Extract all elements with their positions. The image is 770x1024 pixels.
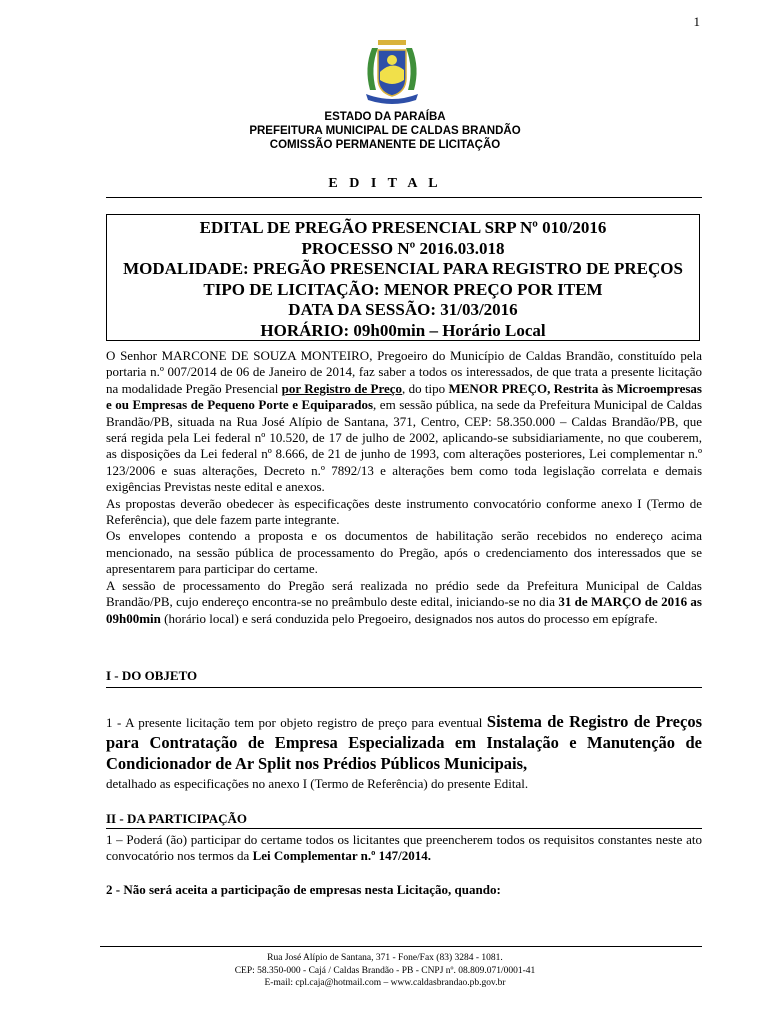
- text-span: , do tipo: [402, 380, 449, 396]
- title-box: [106, 214, 700, 341]
- municipal-crest-icon: [350, 38, 434, 108]
- footer: [0, 952, 770, 990]
- divider: [106, 828, 702, 829]
- title-line: DATA DA SESSÃO: 31/03/2016: [288, 300, 518, 319]
- text-span: 1 – Poderá (ão) participar do certame todos os licitantes que preencherem todos os requisitos constantes neste ato convocatório nos termos da: [106, 832, 702, 864]
- footer-email: E-mail: cpl.caja@hotmail.com – www.caldasbrandao.pb.gov.br: [264, 978, 506, 988]
- objeto-text: [106, 712, 702, 792]
- participation-item: [106, 832, 702, 865]
- text-span: ,: [523, 754, 528, 773]
- edital-heading: E D I T A L: [328, 176, 442, 191]
- title-line: PROCESSO Nº 2016.03.018: [301, 238, 505, 258]
- text-span: O Senhor MARCONE DE SOUZA MONTEIRO, Pregoeiro do Município de Caldas Brandão, constituído pela portaria n.º 007/2014 de 06 de Janeiro de 2014, faz saber a todos os interessados, de que trata a presente licitação na modalidade Pregão Presencial: [106, 348, 702, 396]
- participation-item: 2 - Não será aceita a participação de empresas nesta Licitação, quando:: [106, 882, 501, 897]
- intro-paragraph: As propostas deverão obedecer às especificações deste instrumento convocatório conforme anexo I (Termo de Referência), que dele fazem parte integrante.: [106, 495, 702, 528]
- intro-paragraph: [106, 578, 702, 627]
- letterhead: [0, 110, 770, 152]
- section-title-objeto: I - DO OBJETO: [106, 668, 198, 683]
- intro-text: [106, 348, 702, 627]
- footer-cep: CEP: 58.350-000 - Cajá / Caldas Brandão - PB - CNPJ nº. 08.809.071/0001-41: [234, 965, 536, 976]
- footer-address: Rua José Alípio de Santana, 371 - Fone/Fax (83) 3284 - 1081.: [267, 953, 503, 963]
- text-span: (horário local) e será conduzida pelo Pregoeiro, designados nos autos do processo em epígrafe.: [160, 610, 658, 626]
- text-span: 1 - A presente licitação tem por objeto registro de preço para eventual: [106, 715, 487, 730]
- state-name: ESTADO DA PARAÍBA: [324, 111, 446, 123]
- prefecture-name: PREFEITURA MUNICIPAL DE CALDAS BRANDÃO: [249, 125, 521, 137]
- title-line: EDITAL DE PREGÃO PRESENCIAL SRP Nº 010/2016: [199, 218, 607, 237]
- intro-paragraph: Os envelopes contendo a proposta e os documentos de habilitação serão recebidos no endereço acima mencionado, na sessão pública de processamento do Pregão, após o credenciamento dos interessados que se apresentarem para participar do certame.: [106, 528, 702, 577]
- commission-name: COMISSÃO PERMANENTE DE LICITAÇÃO: [269, 139, 501, 151]
- text-span: Lei Complementar n.º 147/2014.: [252, 848, 432, 864]
- text-span: A sessão de processamento do Pregão será realizada no prédio sede da Prefeitura Municipal de Caldas Brandão/PB, cujo endereço encontra-se no preâmbulo deste edital, iniciando-se no dia: [106, 577, 702, 610]
- page-number: 1: [693, 14, 700, 29]
- text-span: MENOR PREÇO, Restrita às Microempresas e ou Empresas de Pequeno Porte e Equiparados: [106, 380, 702, 413]
- title-line: HORÁRIO: 09h00min – Horário Local: [260, 320, 546, 340]
- text-span: por Registro de Preço: [281, 380, 403, 396]
- divider: [106, 687, 702, 688]
- text-span: , em sessão pública, na sede da Prefeitura Municipal de Caldas Brandão/PB, situada na Rua José Alípio de Santana, 371, Centro, CEP: 58.350.000 – Caldas Brandão/PB, que será regida pela Lei federal nº 10.520, de 17 de julho de 2002, aplicando-se subsidiariamente, no que couberem, as disposições da Lei federal nº 8.666, de 21 de junho de 1993, com alterações posteriores, Lei complementar n.º 123/2006 e suas alterações, Decreto n.º 7892/13 e alterações bem como toda legislação correlata e demais exigências Previstas neste edital e anexos.: [106, 397, 702, 495]
- divider: [106, 197, 702, 198]
- section-title-participacao: II - DA PARTICIPAÇÃO: [106, 811, 247, 826]
- text-span: Sistema de Registro de Preços para Contratação de Empresa Especializada em Instalação e Manutenção de Condicionador de Ar Split nos Prédios Públicos Municipais: [106, 712, 702, 773]
- intro-paragraph: [106, 348, 702, 496]
- text-span: detalhado as especificações no anexo I (Termo de Referência) do presente Edital.: [106, 776, 529, 791]
- title-line: MODALIDADE: PREGÃO PRESENCIAL PARA REGISTRO DE PREÇOS: [123, 259, 683, 278]
- divider: [100, 946, 702, 947]
- title-line: TIPO DE LICITAÇÃO: MENOR PREÇO POR ITEM: [203, 279, 603, 299]
- text-span: 31 de MARÇO de 2016 as 09h00min: [106, 594, 702, 626]
